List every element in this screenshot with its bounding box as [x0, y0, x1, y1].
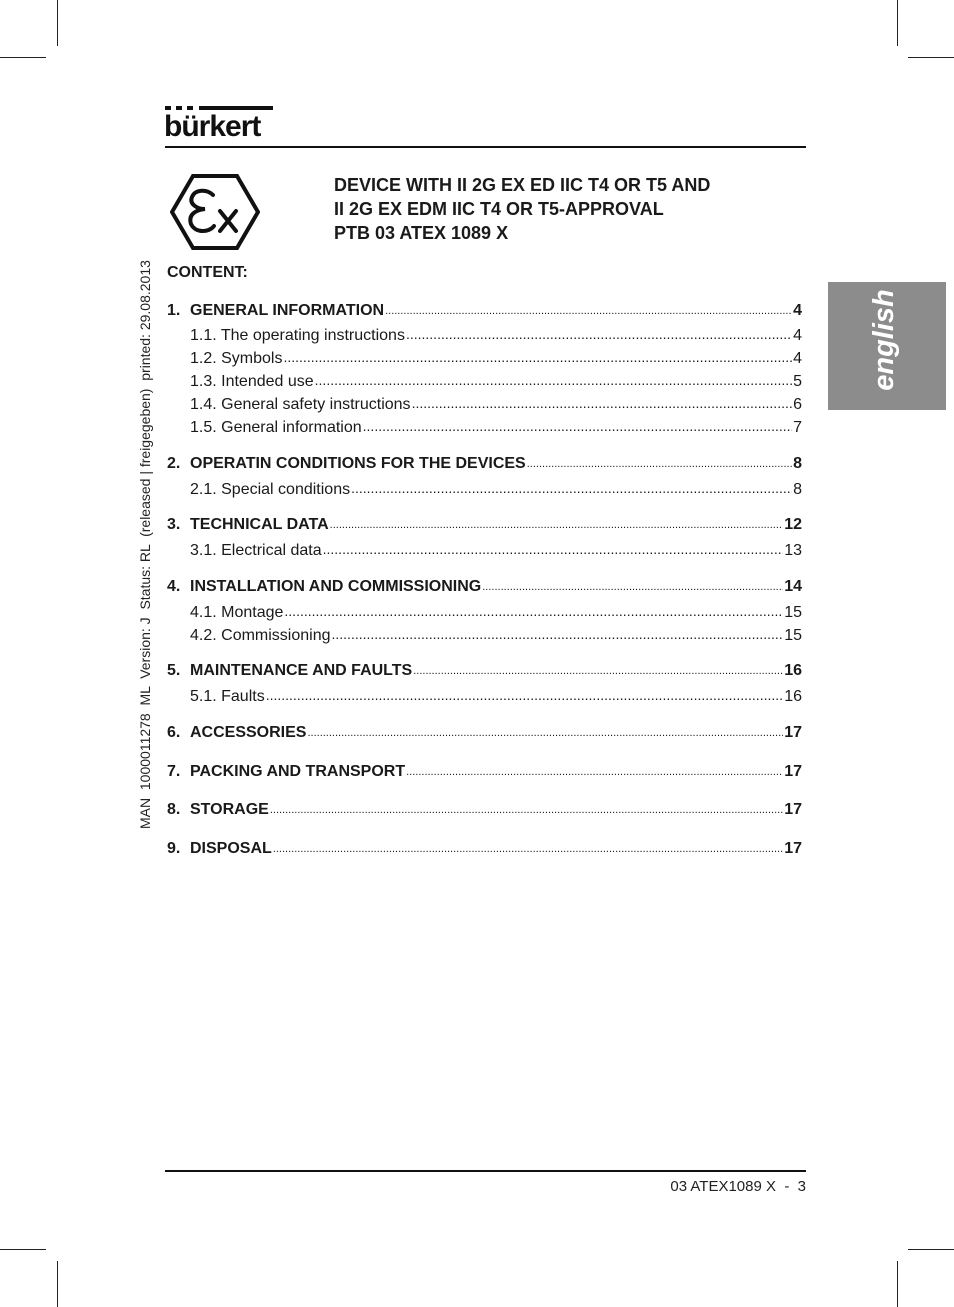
- crop-mark: [897, 1261, 898, 1307]
- toc-label: INSTALLATION AND COMMISSIONING: [190, 578, 482, 595]
- toc-leader-dots: [315, 372, 792, 388]
- toc-number: 2.: [167, 455, 181, 472]
- toc-page-number: 14: [784, 578, 802, 595]
- toc-page-number: 15: [784, 627, 802, 644]
- toc-section[interactable]: [167, 516, 802, 538]
- toc-section[interactable]: [167, 763, 802, 785]
- toc-subsection[interactable]: [167, 688, 802, 710]
- toc-leader-dots: [351, 480, 792, 496]
- toc-section[interactable]: [167, 801, 802, 823]
- toc-number: 5.: [167, 662, 181, 679]
- toc-page-number: 17: [784, 724, 802, 741]
- toc-leader-dots: [323, 541, 784, 557]
- toc-page-number: 5: [793, 373, 802, 390]
- toc-section[interactable]: [167, 455, 802, 477]
- header-rule: [165, 146, 806, 148]
- toc-number: 9.: [167, 840, 181, 857]
- logo-text: bürkert: [164, 110, 261, 143]
- toc-section[interactable]: [167, 578, 802, 600]
- toc-subsection[interactable]: [167, 419, 802, 441]
- toc-label: STORAGE: [190, 801, 269, 818]
- toc-subsection[interactable]: [167, 396, 802, 418]
- toc-label: GENERAL INFORMATION: [190, 302, 385, 319]
- crop-mark: [0, 57, 46, 58]
- toc-page-number: 17: [784, 840, 802, 857]
- toc-label: PACKING AND TRANSPORT: [190, 763, 406, 780]
- toc-label: 1.5. General information: [190, 419, 362, 436]
- toc-page-number: 12: [784, 516, 802, 533]
- toc-label: OPERATIN CONDITIONS FOR THE DEVICES: [190, 455, 526, 472]
- toc-leader-dots: [413, 665, 783, 677]
- toc-number: 1.: [167, 302, 181, 319]
- toc-label: 1.2. Symbols: [190, 350, 283, 367]
- language-tab-label: english: [868, 289, 900, 391]
- toc-leader-dots: [270, 804, 783, 816]
- content-heading: CONTENT:: [167, 264, 248, 281]
- toc-label: 5.1. Faults: [190, 688, 265, 705]
- toc-label: ACCESSORIES: [190, 724, 307, 741]
- toc-page-number: 4: [793, 350, 802, 367]
- toc-page-number: 6: [793, 396, 802, 413]
- toc-subsection[interactable]: [167, 327, 802, 349]
- crop-mark: [0, 1249, 46, 1250]
- toc-page-number: 8: [793, 481, 802, 498]
- toc-page-number: 4: [793, 302, 802, 319]
- crop-mark: [57, 1261, 58, 1307]
- toc-label: 2.1. Special conditions: [190, 481, 351, 498]
- crop-mark: [908, 57, 954, 58]
- toc-subsection[interactable]: [167, 627, 802, 649]
- toc-page-number: 8: [793, 455, 802, 472]
- toc-leader-dots: [406, 326, 792, 342]
- crop-mark: [57, 0, 58, 46]
- toc-page-number: 16: [784, 662, 802, 679]
- toc-leader-dots: [332, 626, 784, 642]
- toc-label: 1.3. Intended use: [190, 373, 314, 390]
- toc-number: 3.: [167, 516, 181, 533]
- toc-leader-dots: [307, 727, 783, 739]
- toc-leader-dots: [412, 395, 793, 411]
- toc-subsection[interactable]: [167, 350, 802, 372]
- page-footer: 03 ATEX1089 X - 3: [670, 1178, 806, 1195]
- crop-mark: [908, 1249, 954, 1250]
- toc-subsection[interactable]: [167, 604, 802, 626]
- toc-page-number: 16: [784, 688, 802, 705]
- ex-explosion-protection-icon: [170, 173, 260, 251]
- toc-label: 4.2. Commissioning: [190, 627, 331, 644]
- toc-page-number: 15: [784, 604, 802, 621]
- footer-rule: [165, 1170, 806, 1172]
- toc-leader-dots: [482, 581, 783, 593]
- toc-subsection[interactable]: [167, 481, 802, 503]
- toc-leader-dots: [283, 349, 792, 365]
- toc-label: MAINTENANCE AND FAULTS: [190, 662, 413, 679]
- toc-label: 4.1. Montage: [190, 604, 284, 621]
- toc-section[interactable]: [167, 840, 802, 862]
- toc-section[interactable]: [167, 662, 802, 684]
- toc-label: 1.1. The operating instructions: [190, 327, 405, 344]
- toc-section[interactable]: [167, 302, 802, 324]
- toc-number: 4.: [167, 578, 181, 595]
- toc-page-number: 17: [784, 801, 802, 818]
- toc-label: DISPOSAL: [190, 840, 272, 857]
- document-status-text: MAN 1000011278 ML Version: J Status: RL (released | freigegeben) printed: 29.08.2013: [137, 260, 153, 829]
- toc-label: TECHNICAL DATA: [190, 516, 329, 533]
- toc-subsection[interactable]: [167, 542, 802, 564]
- toc-page-number: 4: [793, 327, 802, 344]
- document-title: [334, 173, 804, 245]
- toc-leader-dots: [330, 519, 784, 531]
- toc-label: 1.4. General safety instructions: [190, 396, 411, 413]
- toc-label: 3.1. Electrical data: [190, 542, 322, 559]
- toc-page-number: 17: [784, 763, 802, 780]
- toc-subsection[interactable]: [167, 373, 802, 395]
- toc-number: 7.: [167, 763, 181, 780]
- toc-page-number: 13: [784, 542, 802, 559]
- title-line: II 2G EX EDM IIC T4 OR T5-APPROVAL: [334, 199, 664, 219]
- toc-leader-dots: [284, 603, 783, 619]
- toc-page-number: 7: [793, 419, 802, 436]
- toc-leader-dots: [266, 687, 784, 703]
- title-line: DEVICE WITH II 2G EX ED IIC T4 OR T5 AND: [334, 175, 711, 195]
- toc-leader-dots: [406, 766, 783, 778]
- toc-leader-dots: [363, 418, 792, 434]
- title-line: PTB 03 ATEX 1089 X: [334, 223, 509, 243]
- toc-leader-dots: [385, 305, 792, 317]
- crop-mark: [897, 0, 898, 46]
- toc-section[interactable]: [167, 724, 802, 746]
- toc-number: 6.: [167, 724, 181, 741]
- toc-leader-dots: [527, 458, 792, 470]
- toc-number: 8.: [167, 801, 181, 818]
- language-tab: [828, 282, 946, 410]
- toc-leader-dots: [273, 843, 783, 855]
